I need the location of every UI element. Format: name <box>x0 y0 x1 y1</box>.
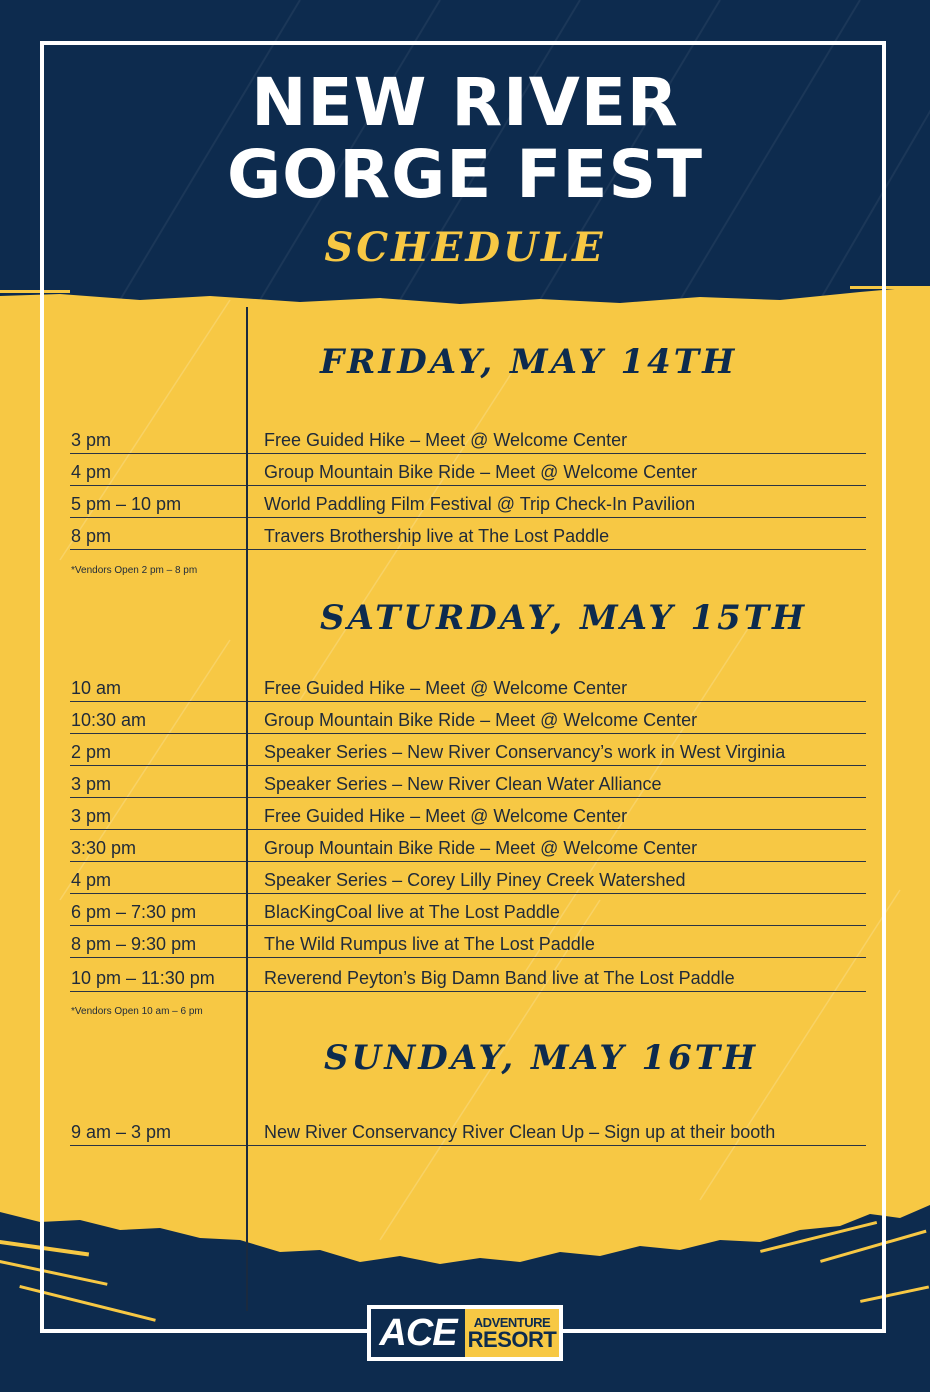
schedule-row <box>70 486 866 518</box>
schedule-row <box>70 830 866 862</box>
row-divider <box>70 991 246 992</box>
day-heading-saturday: SATURDAY, MAY 15TH <box>320 598 808 638</box>
row-divider <box>70 1145 246 1146</box>
title-line-1: NEW RIVER <box>251 64 679 141</box>
row-time: 8 pm – 9:30 pm <box>71 934 197 954</box>
row-divider <box>248 549 866 550</box>
row-time: 4 pm <box>71 462 112 482</box>
row-time: 4 pm <box>71 870 112 890</box>
schedule-row <box>70 702 866 734</box>
row-divider <box>70 549 246 550</box>
row-time: 9 am – 3 pm <box>71 1122 172 1142</box>
row-time: 3 pm <box>71 774 112 794</box>
day-heading-sunday: SUNDAY, MAY 16TH <box>324 1038 759 1078</box>
logo-resort-text: RESORT <box>467 1326 557 1352</box>
vendor-note-friday: *Vendors Open 2 pm – 8 pm <box>71 565 198 576</box>
row-event: Speaker Series – Corey Lilly Piney Creek Watershed <box>264 870 686 890</box>
row-event: Free Guided Hike – Meet @ Welcome Center <box>264 806 628 826</box>
row-time: 6 pm – 7:30 pm <box>71 902 197 922</box>
schedule-row <box>70 518 866 550</box>
schedule-row <box>70 926 866 958</box>
schedule-row <box>70 734 866 766</box>
schedule-row <box>70 454 866 486</box>
row-time: 10:30 am <box>71 710 147 730</box>
row-time: 3 pm <box>71 430 112 450</box>
schedule-subtitle: SCHEDULE <box>324 224 606 271</box>
schedule-row <box>70 894 866 926</box>
row-event: The Wild Rumpus live at The Lost Paddle <box>264 934 595 954</box>
row-time: 10 pm – 11:30 pm <box>71 968 215 988</box>
row-time: 10 am <box>71 678 122 698</box>
row-event: Free Guided Hike – Meet @ Welcome Center <box>264 430 628 450</box>
row-divider <box>248 1145 866 1146</box>
row-event: Reverend Peyton’s Big Damn Band live at The Lost Paddle <box>264 968 735 988</box>
row-event: Travers Brothership live at The Lost Paddle <box>264 526 610 546</box>
row-divider <box>248 957 866 958</box>
title-line-2: GORGE FEST <box>226 136 704 213</box>
logo-ace-text: ACE <box>371 1309 465 1357</box>
schedule-row <box>70 862 866 894</box>
row-divider <box>70 957 246 958</box>
logo-adventure-text: ADVENTURE <box>473 1314 551 1330</box>
row-event: Group Mountain Bike Ride – Meet @ Welcome Center <box>264 838 698 858</box>
schedule-row <box>70 960 866 992</box>
row-event: Free Guided Hike – Meet @ Welcome Center <box>264 678 628 698</box>
vendor-note-saturday: *Vendors Open 10 am – 6 pm <box>71 1006 203 1017</box>
row-divider <box>248 991 866 992</box>
row-event: BlacKingCoal live at The Lost Paddle <box>264 902 560 922</box>
day-heading-friday: FRIDAY, MAY 14TH <box>320 342 738 382</box>
row-time: 3:30 pm <box>71 838 137 858</box>
row-event: World Paddling Film Festival @ Trip Check-In Pavilion <box>264 494 696 514</box>
row-time: 2 pm <box>71 742 112 762</box>
row-event: Group Mountain Bike Ride – Meet @ Welcome Center <box>264 462 698 482</box>
logo-resort-block <box>465 1309 559 1357</box>
schedule-row <box>70 670 866 702</box>
row-event: Speaker Series – New River Clean Water Alliance <box>264 774 662 794</box>
row-event: Group Mountain Bike Ride – Meet @ Welcome Center <box>264 710 698 730</box>
schedule-row <box>70 798 866 830</box>
row-time: 8 pm <box>71 526 112 546</box>
row-time: 5 pm – 10 pm <box>71 494 182 514</box>
row-time: 3 pm <box>71 806 112 826</box>
row-event: New River Conservancy River Clean Up – Sign up at their booth <box>264 1122 776 1142</box>
schedule-row <box>70 1114 866 1146</box>
schedule-row <box>70 766 866 798</box>
ace-adventure-resort-logo[interactable] <box>367 1305 563 1361</box>
schedule-row <box>70 422 866 454</box>
row-event: Speaker Series – New River Conservancy’s work in West Virginia <box>264 742 786 762</box>
